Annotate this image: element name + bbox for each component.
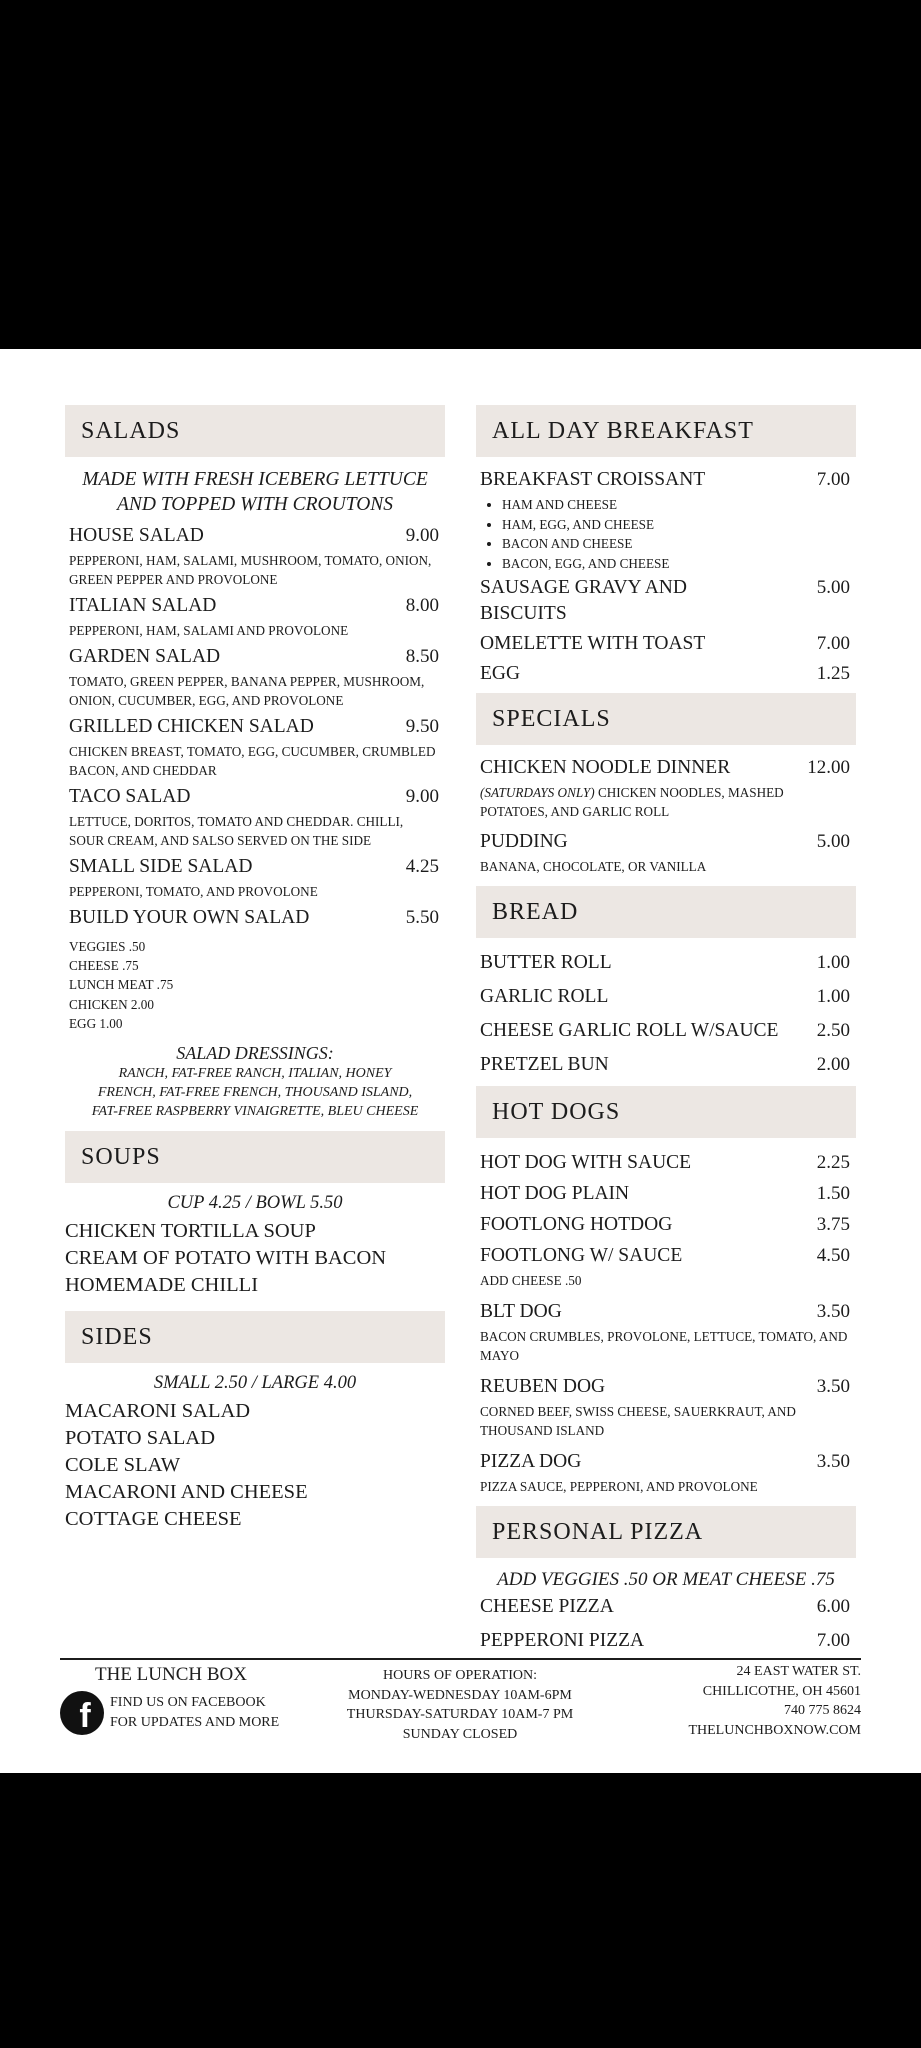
menu-item (476, 950, 856, 976)
item-description-text: CHICKEN NOODLES, MASHED POTATOES, AND GARLIC ROLL (480, 785, 784, 819)
croissant-options: • HAM AND CHEESE • HAM, EGG, AND CHEESE • BACON AND CHEESE • BACON, EGG, AND CHEESE (476, 495, 856, 573)
item-price: 2.25 (816, 1152, 850, 1173)
menu-item (476, 984, 856, 1010)
salads-list (65, 523, 445, 937)
item-price: 1.50 (816, 1183, 850, 1204)
item-name: BUILD YOUR OWN SALAD (69, 907, 310, 928)
item-description (476, 855, 856, 880)
item-name: BUTTER ROLL (480, 952, 612, 973)
website-link[interactable]: THELUNCHBOXNOW.COM (688, 1722, 861, 1738)
salads-header: SALADS (65, 405, 445, 457)
item-price: 5.00 (816, 831, 850, 852)
item-description: CHICKEN BREAST, TOMATO, EGG, CUCUMBER, CRUMBLED BACON, AND CHEDDAR (69, 744, 436, 778)
item-description: LETTUCE, DORITOS, TOMATO AND CHEDDAR. CHILLI, SOUR CREAM, AND SALSO SERVED ON THE SIDE (69, 814, 404, 848)
item-price: 5.50 (405, 907, 439, 928)
list-item: POTATO SALAD (65, 1427, 216, 1450)
item-name: PUDDING (480, 831, 568, 852)
menu-item (65, 593, 445, 619)
dressings-title: SALAD DRESSINGS: (176, 1043, 334, 1064)
menu-item (476, 1212, 856, 1238)
list-item: CHICKEN TORTILLA SOUP (65, 1220, 316, 1243)
item-name: FOOTLONG HOTDOG (480, 1214, 673, 1235)
item-name: REUBEN DOG (480, 1376, 606, 1397)
item-price: 9.00 (405, 525, 439, 546)
item-name: CHEESE PIZZA (480, 1596, 614, 1617)
list-item: MACARONI AND CHEESE (65, 1481, 308, 1504)
item-price: 4.50 (816, 1245, 850, 1266)
menu-item (65, 905, 445, 931)
list-item: HOMEMADE CHILLI (65, 1274, 259, 1297)
item-price: 1.25 (816, 663, 850, 684)
bread-header: BREAD (476, 886, 856, 938)
specials-list (476, 755, 856, 880)
item-name: FOOTLONG W/ SAUCE (480, 1245, 683, 1266)
item-price: 7.00 (816, 1630, 850, 1651)
sides-header: SIDES (65, 1311, 445, 1363)
item-price: 2.00 (816, 1054, 850, 1075)
left-column (65, 405, 445, 1533)
pizza-header: PERSONAL PIZZA (476, 1506, 856, 1558)
menu-page (0, 349, 921, 1773)
menu-item (476, 1181, 856, 1207)
item-description-text: BANANA, CHOCOLATE, OR VANILLA (480, 859, 707, 874)
specials-header: SPECIALS (476, 693, 856, 745)
dressings-list: RANCH, FAT-FREE RANCH, ITALIAN, HONEY FRENCH, FAT-FREE FRENCH, THOUSAND ISLAND, FAT-FREE RASPBERRY VINAIGRETTE, BLEU CHEESE (91, 1066, 419, 1120)
breakfast-list (476, 575, 856, 687)
menu-item (476, 1018, 856, 1044)
hotdogs-header: HOT DOGS (476, 1086, 856, 1138)
menu-item (476, 661, 856, 687)
item-name: SMALL SIDE SALAD (69, 856, 253, 877)
menu-item (476, 1052, 856, 1078)
item-name: BREAKFAST CROISSANT (480, 469, 706, 490)
item-name: BLT DOG (480, 1301, 562, 1322)
item-description: CORNED BEEF, SWISS CHEESE, SAUERKRAUT, AND THOUSAND ISLAND (480, 1404, 796, 1438)
menu-item (476, 1594, 856, 1620)
menu-item (476, 829, 856, 855)
menu-item (476, 1628, 856, 1654)
item-description: ADD CHEESE .50 (480, 1273, 582, 1288)
breakfast-header: ALL DAY BREAKFAST (476, 405, 856, 457)
salads-intro: MADE WITH FRESH ICEBERG LETTUCE AND TOPPED WITH CROUTONS (82, 469, 428, 515)
sides-list (65, 1398, 445, 1533)
list-item: COLE SLAW (65, 1454, 181, 1477)
right-column (476, 405, 856, 1662)
item-price: 2.50 (816, 1020, 850, 1041)
item-price: 6.00 (816, 1596, 850, 1617)
footer-divider (60, 1658, 861, 1660)
item-name: PIZZA DOG (480, 1451, 582, 1472)
item-note: (SATURDAYS ONLY) (480, 785, 595, 800)
menu-item (476, 575, 856, 627)
list-item: CREAM OF POTATO WITH BACON (65, 1247, 387, 1270)
item-price: 5.00 (816, 577, 850, 598)
item-name: EGG (480, 663, 521, 684)
footer-hours: HOURS OF OPERATION: MONDAY-WEDNESDAY 10AM-6PM THURSDAY-SATURDAY 10AM-7 PM SUNDAY CLOSED (346, 1668, 574, 1742)
item-name: CHICKEN NOODLE DINNER (480, 757, 731, 778)
item-description: TOMATO, GREEN PEPPER, BANANA PEPPER, MUSHROOM, ONION, CUCUMBER, EGG, AND PROVOLONE (69, 674, 425, 708)
list-item: COTTAGE CHEESE (65, 1508, 242, 1531)
item-description (476, 781, 856, 825)
hotdog-list (476, 1150, 856, 1500)
item-name: CHEESE GARLIC ROLL W/SAUCE (480, 1020, 779, 1041)
menu-item (476, 1150, 856, 1176)
menu-item (476, 1449, 856, 1475)
facebook-icon[interactable]: f (60, 1691, 104, 1735)
item-name: PRETZEL BUN (480, 1054, 609, 1075)
build-options: VEGGIES .50 CHEESE .75 LUNCH MEAT .75 CHICKEN 2.00 EGG 1.00 (69, 939, 174, 1031)
item-description: PEPPERONI, HAM, SALAMI AND PROVOLONE (69, 623, 349, 638)
menu-item (476, 1374, 856, 1400)
item-name: HOT DOG PLAIN (480, 1183, 630, 1204)
menu-item (476, 1299, 856, 1325)
item-price: 8.50 (405, 646, 439, 667)
item-name: GRILLED CHICKEN SALAD (69, 716, 314, 737)
item-price: 7.00 (816, 469, 850, 490)
bread-list (476, 950, 856, 1078)
soups-header: SOUPS (65, 1131, 445, 1183)
item-price: 12.00 (807, 757, 850, 778)
item-name: OMELETTE WITH TOAST (480, 633, 706, 654)
menu-item (476, 467, 856, 493)
item-name: TACO SALAD (69, 786, 191, 807)
menu-item (65, 644, 445, 670)
item-price: 4.25 (405, 856, 439, 877)
soups-list (65, 1218, 445, 1299)
footer-business-name: THE LUNCH BOX (95, 1664, 247, 1685)
pizza-note: ADD VEGGIES .50 OR MEAT CHEESE .75 (497, 1569, 835, 1590)
item-price: 3.50 (816, 1301, 850, 1322)
menu-item (476, 755, 856, 781)
item-price: 8.00 (405, 595, 439, 616)
item-price: 7.00 (816, 633, 850, 654)
item-description: PIZZA SAUCE, PEPPERONI, AND PROVOLONE (480, 1479, 758, 1494)
item-price: 9.00 (405, 786, 439, 807)
footer-address: 24 EAST WATER ST. CHILLICOTHE, OH 45601 740 775 8624 THELUNCHBOXNOW.COM (688, 1662, 861, 1740)
sides-sizes: SMALL 2.50 / LARGE 4.00 (153, 1373, 357, 1394)
menu-item (65, 854, 445, 880)
item-name: HOT DOG WITH SAUCE (480, 1152, 692, 1173)
item-description: PEPPERONI, TOMATO, AND PROVOLONE (69, 884, 318, 899)
item-price: 3.75 (816, 1214, 850, 1235)
item-price: 1.00 (816, 952, 850, 973)
menu-item (476, 1243, 856, 1269)
item-description: PEPPERONI, HAM, SALAMI, MUSHROOM, TOMATO, ONION, GREEN PEPPER AND PROVOLONE (69, 553, 432, 587)
pizza-list (476, 1594, 856, 1654)
item-price: 3.50 (816, 1376, 850, 1397)
item-name: HOUSE SALAD (69, 525, 204, 546)
footer-facebook-text: FIND US ON FACEBOOK FOR UPDATES AND MORE (110, 1695, 280, 1730)
menu-item (65, 784, 445, 810)
item-price: 9.50 (405, 716, 439, 737)
list-item: MACARONI SALAD (65, 1400, 251, 1423)
item-name: ITALIAN SALAD (69, 595, 217, 616)
item-price: 3.50 (816, 1451, 850, 1472)
menu-item (476, 631, 856, 657)
item-name: SAUSAGE GRAVY AND BISCUITS (480, 577, 687, 624)
item-name: PEPPERONI PIZZA (480, 1630, 645, 1651)
menu-item (65, 523, 445, 549)
soups-sizes: CUP 4.25 / BOWL 5.50 (167, 1193, 343, 1214)
item-description: BACON CRUMBLES, PROVOLONE, LETTUCE, TOMATO, AND MAYO (480, 1329, 848, 1363)
item-price: 1.00 (816, 986, 850, 1007)
item-name: GARDEN SALAD (69, 646, 221, 667)
menu-item (65, 714, 445, 740)
item-name: GARLIC ROLL (480, 986, 609, 1007)
